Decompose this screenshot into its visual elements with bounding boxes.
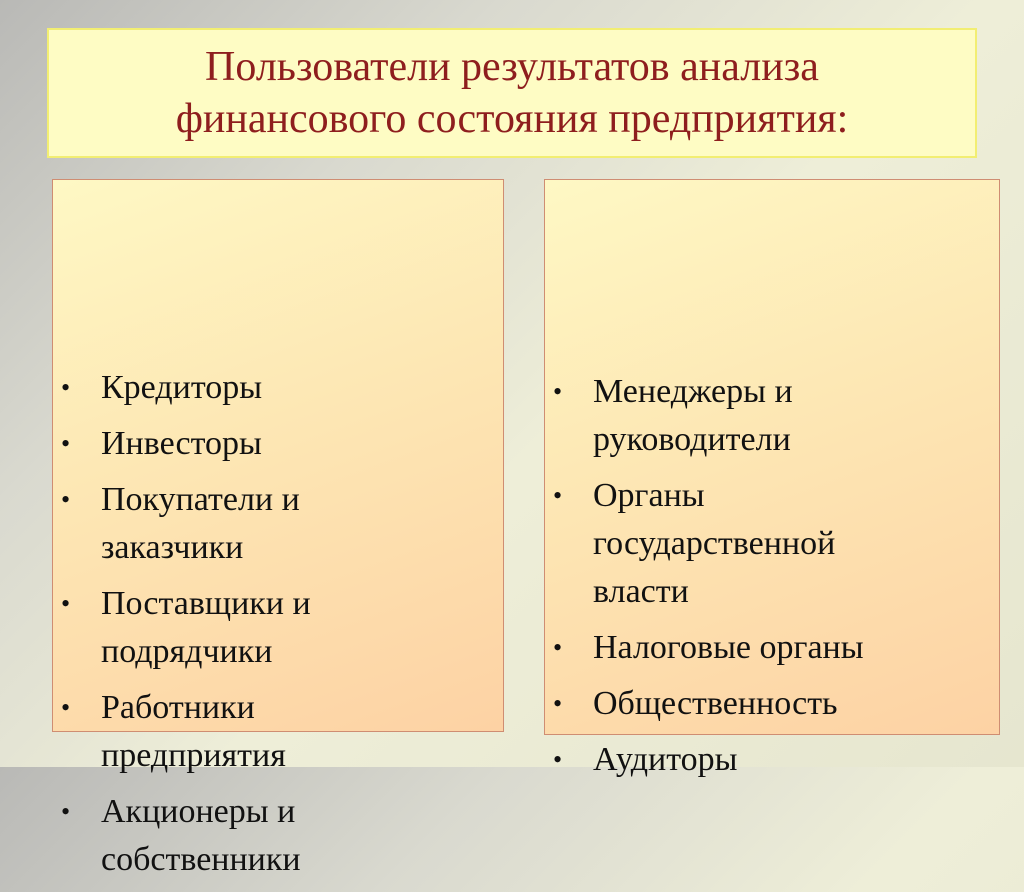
bullet-text-line: Покупатели и — [101, 481, 300, 518]
bullet-text-line: Органы — [593, 477, 705, 514]
bullet-item — [53, 364, 503, 412]
bullet-text-line: заказчики — [101, 529, 244, 566]
bullet-icon: • — [61, 589, 71, 618]
slide-title-line-2: финансового состояния предприятия: — [175, 96, 849, 142]
bullet-icon: • — [61, 373, 71, 402]
bullet-text-line: предприятия — [101, 737, 286, 774]
bullet-text-line: Общественность — [593, 685, 838, 722]
bullet-icon: • — [61, 429, 71, 458]
bullet-text-line: Менеджеры и — [593, 373, 793, 410]
bullet-icon: • — [553, 377, 563, 406]
left-bullet-list — [53, 364, 503, 892]
bullet-text-line: собственники — [101, 841, 301, 878]
left-column-box — [52, 179, 504, 878]
bullet-item — [53, 420, 503, 468]
bullet-text-line: Аудиторы — [593, 741, 738, 778]
bullet-item — [545, 368, 999, 464]
slide-title-box — [47, 28, 977, 158]
bullet-icon: • — [61, 797, 71, 826]
bullet-item — [53, 684, 503, 780]
bullet-item — [545, 680, 999, 728]
bullet-item — [545, 736, 999, 784]
bullet-text-line: Работники — [101, 689, 255, 726]
bullet-text-line: Инвесторы — [101, 425, 262, 462]
bullet-icon: • — [553, 689, 563, 718]
bullet-item — [53, 580, 503, 676]
bullet-text-line: Кредиторы — [101, 369, 263, 406]
bullet-text-line: Акционеры и — [101, 793, 296, 830]
bullet-icon: • — [553, 481, 563, 510]
bullet-item — [545, 624, 999, 672]
right-bullet-list — [545, 368, 999, 792]
bullet-icon: • — [61, 485, 71, 514]
bullet-text-line: Поставщики и — [101, 585, 311, 622]
slide-title-line-1: Пользователи результатов анализа — [205, 44, 819, 90]
bullet-icon: • — [553, 633, 563, 662]
bullet-icon: • — [61, 693, 71, 722]
bullet-icon: • — [553, 745, 563, 774]
bullet-text-line: власти — [593, 573, 689, 610]
bullet-text-line: государственной — [593, 525, 836, 562]
bullet-item — [545, 472, 999, 616]
bullet-text-line: подрядчики — [101, 633, 273, 670]
bullet-text-line: Налоговые органы — [593, 629, 864, 666]
bullet-item — [53, 476, 503, 572]
bullet-item — [53, 788, 503, 884]
right-column-box — [544, 179, 1000, 778]
bullet-text-line: руководители — [593, 421, 791, 458]
